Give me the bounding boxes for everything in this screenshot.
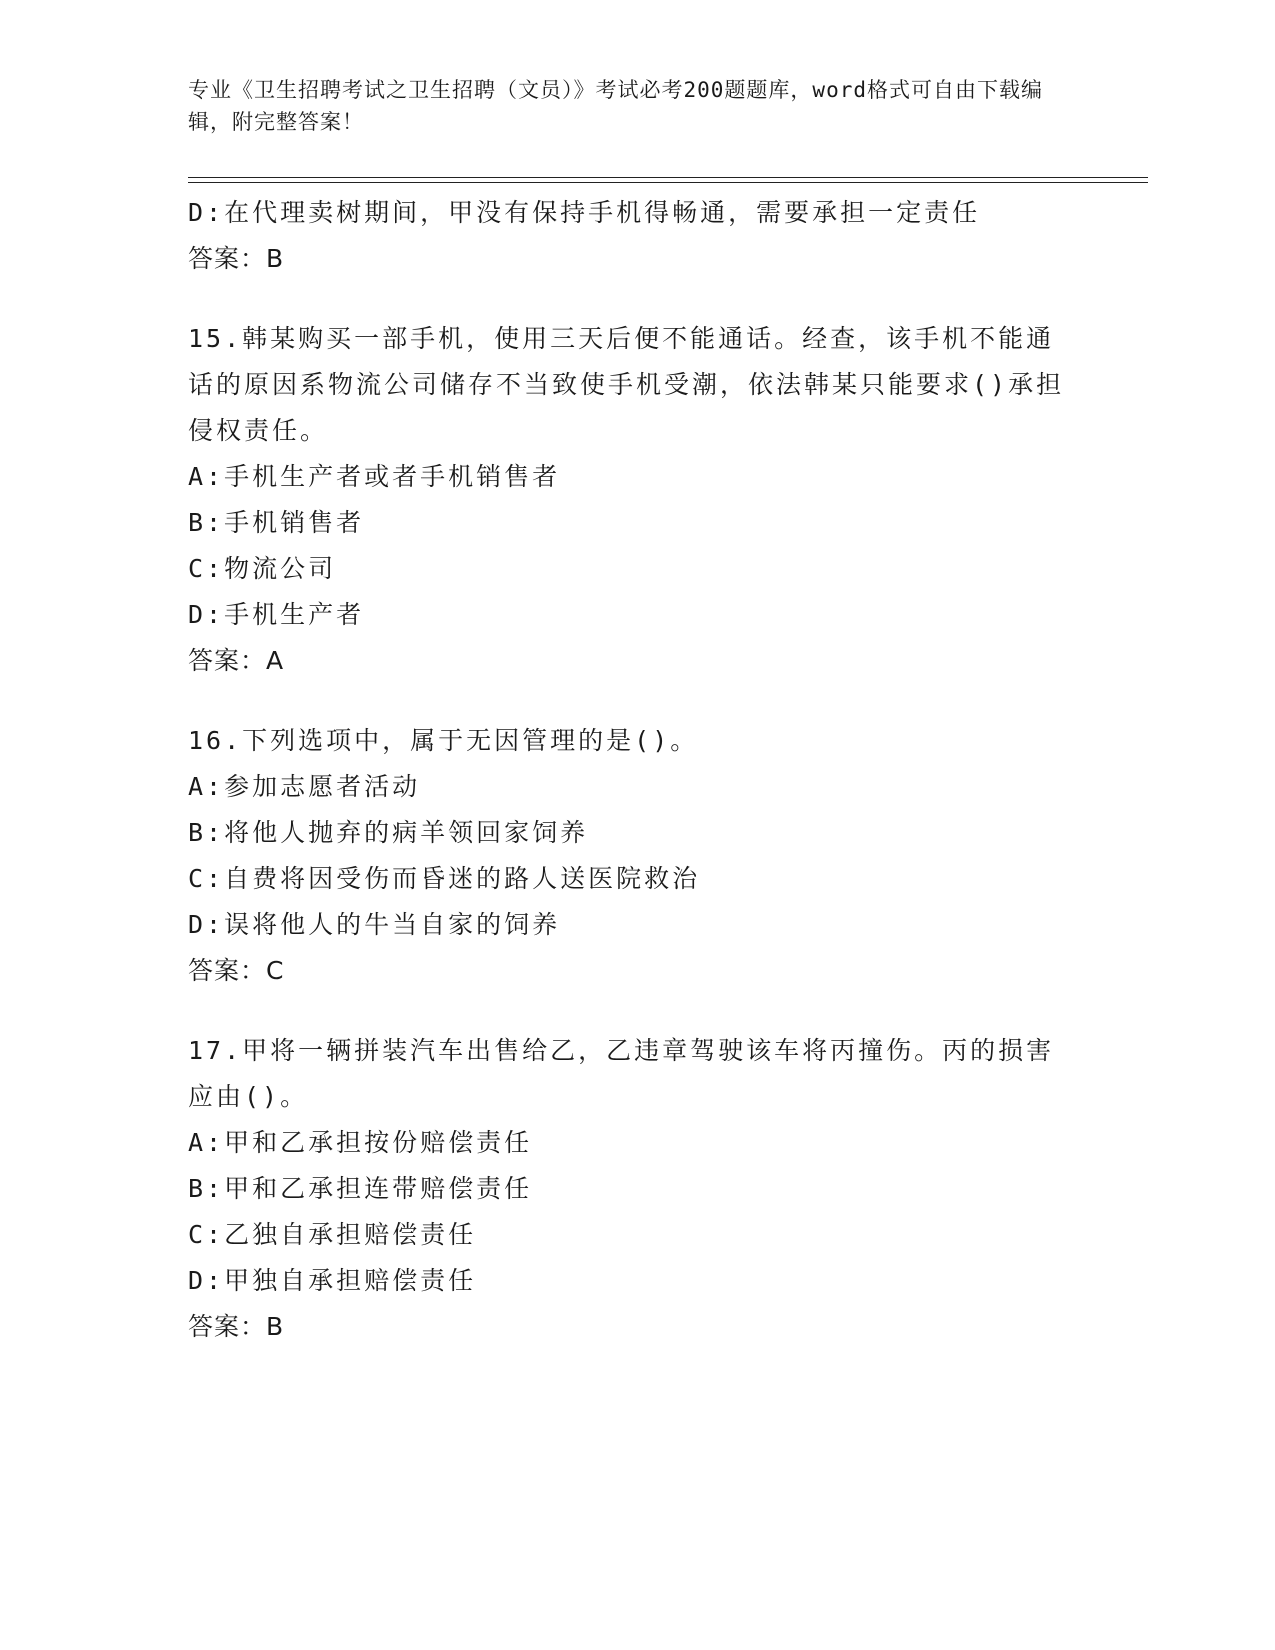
option-key: B: (188, 818, 225, 847)
option-d (188, 592, 1068, 638)
option-key: A: (188, 1128, 225, 1157)
option-a (188, 764, 1068, 810)
option-text: 将他人抛弃的病羊领回家饲养 (224, 818, 589, 847)
question-list (188, 190, 1068, 1350)
option-key: A: (188, 772, 225, 801)
option-b (188, 500, 1068, 546)
answer-line: 答案：C (188, 956, 285, 985)
question-stem: 16.下列选项中，属于无因管理的是()。 (188, 726, 699, 755)
option-d (188, 902, 1068, 948)
option-text: 甲和乙承担按份赔偿责任 (224, 1128, 533, 1157)
option-key: B: (188, 1174, 225, 1203)
option-text: 手机生产者或者手机销售者 (224, 462, 561, 491)
option-text: 在代理卖树期间，甲没有保持手机得畅通，需要承担一定责任 (224, 198, 981, 227)
option-key: C: (188, 864, 225, 893)
answer-line: 答案：B (188, 244, 285, 273)
option-d (188, 1258, 1068, 1304)
option-a (188, 1120, 1068, 1166)
option-c (188, 546, 1068, 592)
answer-line: 答案：B (188, 1312, 285, 1341)
option-c (188, 1212, 1068, 1258)
option-text: 物流公司 (224, 554, 337, 583)
option-key: C: (188, 554, 225, 583)
option-text: 乙独自承担赔偿责任 (224, 1220, 477, 1249)
header-divider-bottom (188, 182, 1148, 183)
option-text: 手机销售者 (224, 508, 365, 537)
option-text: 误将他人的牛当自家的饲养 (224, 910, 561, 939)
option-b (188, 810, 1068, 856)
question-stem: 17.甲将一辆拼装汽车出售给乙，乙违章驾驶该车将丙撞伤。丙的损害应由()。 (188, 1036, 1055, 1111)
option-key: D: (188, 198, 225, 227)
option-key: C: (188, 1220, 225, 1249)
option-key: A: (188, 462, 225, 491)
option-b (188, 1166, 1068, 1212)
option-text: 参加志愿者活动 (224, 772, 421, 801)
option-text: 甲和乙承担连带赔偿责任 (224, 1174, 533, 1203)
option-c (188, 856, 1068, 902)
option-key: D: (188, 1266, 225, 1295)
document-intro: 专业《卫生招聘考试之卫生招聘（文员）》考试必考200题题库，word格式可自由下载编辑，附完整答案！ (188, 78, 1043, 134)
option-key: D: (188, 600, 225, 629)
option-d (188, 190, 1068, 236)
option-key: B: (188, 508, 225, 537)
option-text: 手机生产者 (224, 600, 365, 629)
option-a (188, 454, 1068, 500)
option-key: D: (188, 910, 225, 939)
option-text: 甲独自承担赔偿责任 (224, 1266, 477, 1295)
option-text: 自费将因受伤而昏迷的路人送医院救治 (224, 864, 701, 893)
question-stem: 15.韩某购买一部手机，使用三天后便不能通话。经查，该手机不能通话的原因系物流公司储存不当致使手机受潮，依法韩某只能要求()承担侵权责任。 (188, 324, 1065, 445)
header-divider-top (188, 177, 1148, 178)
answer-line: 答案：A (188, 646, 285, 675)
